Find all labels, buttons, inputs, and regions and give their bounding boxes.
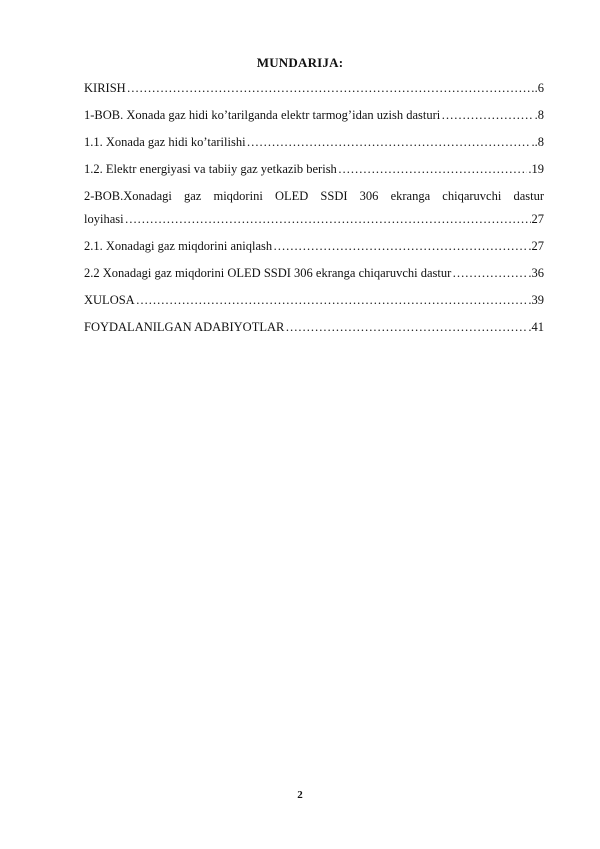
toc-entry-text: XULOSA (84, 293, 135, 307)
toc-entry-text: 1-BOB. Xonada gaz hidi ko’tarilganda elektr tarmog’idan uzish dasturi (84, 108, 441, 122)
dot-leader (247, 134, 531, 150)
dot-leader (441, 107, 533, 123)
toc-entry-page: .36 (528, 266, 544, 280)
toc-entry-chapter-1[interactable] (84, 107, 544, 123)
toc-entry-page: ..8 (531, 135, 544, 149)
toc-entry-1-2[interactable] (84, 161, 544, 177)
toc-entry-page: .8 (534, 108, 544, 122)
toc-entry-text: 1.1. Xonada gaz hidi ko’tarilishi (84, 135, 246, 149)
toc-entry-kirish[interactable] (84, 80, 544, 96)
toc-entry-page: .41 (528, 320, 544, 334)
toc-entry-1-1[interactable] (84, 134, 544, 150)
dot-leader (125, 211, 531, 227)
toc-entry-text: loyihasi (84, 212, 124, 226)
toc-entry-chapter-2[interactable] (84, 188, 544, 227)
toc-entry-line2 (84, 211, 544, 227)
toc-entry-2-1[interactable] (84, 238, 544, 254)
toc-entry-text: 2.1. Xonadagi gaz miqdorini aniqlash (84, 239, 273, 253)
dot-leader (127, 80, 534, 96)
toc-title: MUNDARIJA: (256, 55, 344, 70)
dot-leader (452, 265, 527, 281)
toc-entry-page: .27 (528, 239, 544, 253)
toc-entry-text: KIRISH (84, 81, 126, 95)
toc-entry-xulosa[interactable] (84, 292, 544, 308)
toc-entry-text-line1: 2-BOB.Xonadagi gaz miqdorini OLED SSDI 306 ekranga chiqaruvchi dastur (84, 189, 544, 203)
toc-entry-page: .6 (534, 81, 544, 95)
dot-leader (273, 238, 527, 254)
toc-entry-text: 1.2. Elektr energiyasi va tabiiy gaz yetkazib berish (84, 162, 337, 176)
table-of-contents (84, 80, 544, 335)
toc-entry-references[interactable] (84, 319, 544, 335)
toc-entry-2-2[interactable] (84, 265, 544, 281)
dot-leader (285, 319, 527, 335)
toc-entry-page: 27 (531, 212, 544, 226)
page-number: 2 (297, 789, 303, 801)
dot-leader (338, 161, 528, 177)
toc-entry-page: .19 (528, 162, 544, 176)
toc-entry-text: FOYDALANILGAN ADABIYOTLAR (84, 320, 285, 334)
toc-entry-page: .39 (528, 293, 544, 307)
toc-entry-text: 2.2 Xonadagi gaz miqdorini OLED SSDI 306 ekranga chiqaruvchi dastur (84, 266, 452, 280)
dot-leader (136, 292, 528, 308)
